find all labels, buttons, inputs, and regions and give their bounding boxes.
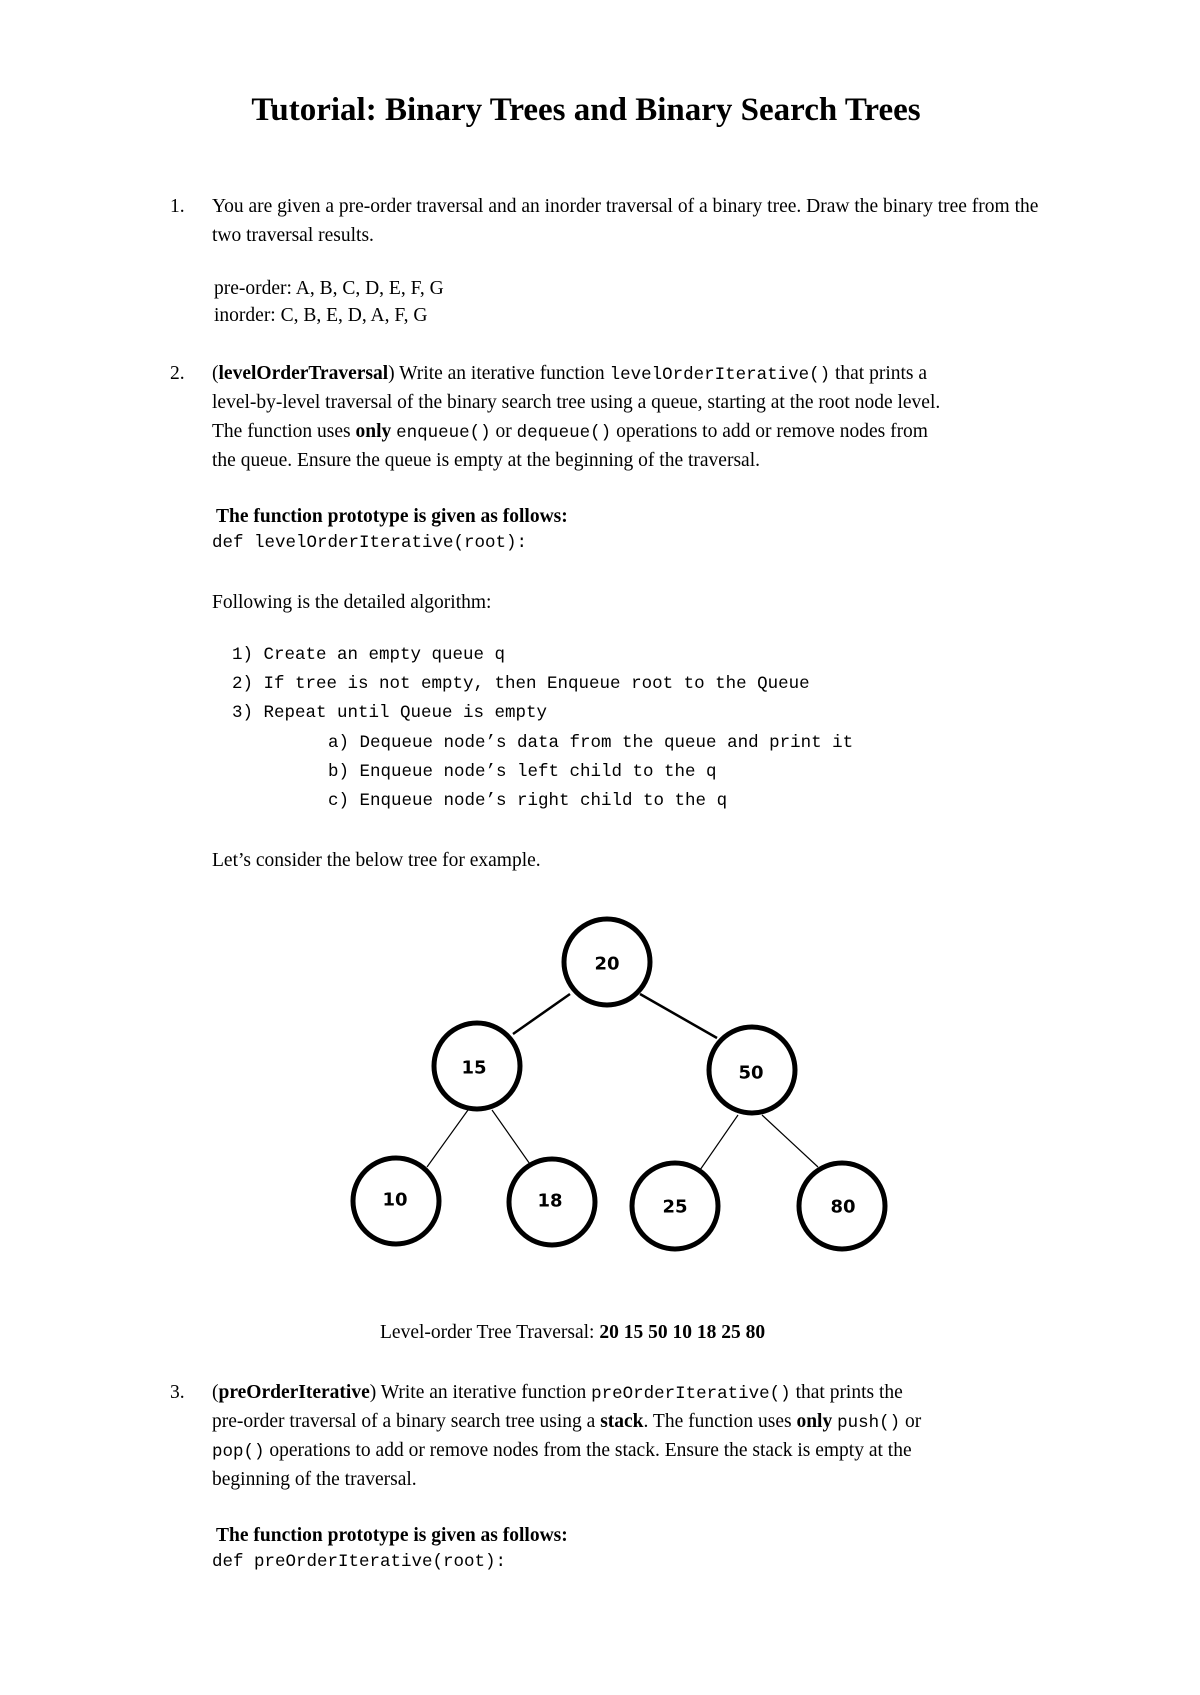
q3-line3: pop() operations to add or remove nodes from the stack. Ensure the stack is empty at the (212, 1440, 912, 1462)
q2-line1: (levelOrderTraversal) Write an iterative function levelOrderIterative() that prints a (212, 363, 928, 385)
edge-20-50 (640, 994, 717, 1038)
q1-preorder: pre-order: A, B, C, D, E, F, G (214, 278, 444, 299)
node-label: 20 (594, 953, 620, 975)
q2-name: levelOrderTraversal (218, 363, 389, 384)
q3-line1: (preOrderIterative) Write an iterative function preOrderIterative() that prints the (212, 1382, 903, 1404)
q3-prototype-label: The function prototype is given as follows: (216, 1525, 568, 1546)
q2-algo-intro: Following is the detailed algorithm: (212, 592, 492, 613)
q2-line2: level-by-level traversal of the binary search tree using a queue, starting at the root node level. (212, 392, 941, 413)
algo-substep: a) Dequeue node’s data from the queue and print it (328, 733, 854, 753)
q1-line2: two traversal results. (212, 225, 374, 246)
q3-function-name: preOrderIterative() (591, 1384, 791, 1404)
node-label: 10 (382, 1189, 408, 1211)
node-label: 18 (537, 1190, 563, 1212)
node-label: 80 (830, 1196, 856, 1218)
algo-step: 3) Repeat until Queue is empty (232, 703, 548, 723)
q2-function-name: levelOrderIterative() (609, 365, 831, 385)
edge-50-80 (762, 1115, 818, 1167)
algo-substep: c) Enqueue node’s right child to the q (328, 791, 728, 811)
q3-name: preOrderIterative (218, 1382, 370, 1403)
q3-number: 3. (170, 1382, 185, 1403)
page-title: Tutorial: Binary Trees and Binary Search Trees (251, 92, 921, 128)
q1-inorder: inorder: C, B, E, D, A, F, G (214, 305, 428, 326)
q1-line1: You are given a pre-order traversal and an inorder traversal of a binary tree. Draw the binary tree from the (212, 196, 1039, 217)
node-label: 25 (662, 1196, 688, 1218)
q2-prototype-label: The function prototype is given as follows: (216, 506, 568, 527)
q2-line3: The function uses only enqueue() or dequeue() operations to add or remove nodes from (212, 421, 928, 443)
edge-50-25 (700, 1115, 738, 1170)
q2-line4: the queue. Ensure the queue is empty at the beginning of the traversal. (212, 450, 760, 471)
algo-step: 1) Create an empty queue q (232, 645, 506, 665)
q2-prototype-code: def levelOrderIterative(root): (212, 533, 528, 553)
q3-line2: pre-order traversal of a binary search tree using a stack. The function uses only push() or (212, 1411, 922, 1433)
q3-prototype-code: def preOrderIterative(root): (212, 1552, 507, 1572)
q3-line4: beginning of the traversal. (212, 1469, 417, 1490)
q1-number: 1. (170, 196, 185, 217)
level-order-result: Level-order Tree Traversal: 20 15 50 10 18 25 80 (380, 1322, 766, 1343)
algo-step: 2) If tree is not empty, then Enqueue root to the Queue (232, 674, 810, 694)
q2-example-intro: Let’s consider the below tree for example. (212, 850, 541, 871)
level-order-values: 20 15 50 10 18 25 80 (599, 1322, 766, 1343)
node-label: 50 (738, 1062, 764, 1084)
edge-20-15 (513, 994, 570, 1034)
edge-15-10 (427, 1110, 468, 1167)
node-label: 15 (461, 1057, 487, 1079)
q2-number: 2. (170, 363, 185, 384)
edge-15-18 (492, 1110, 532, 1167)
algo-substep: b) Enqueue node’s left child to the q (328, 762, 717, 782)
